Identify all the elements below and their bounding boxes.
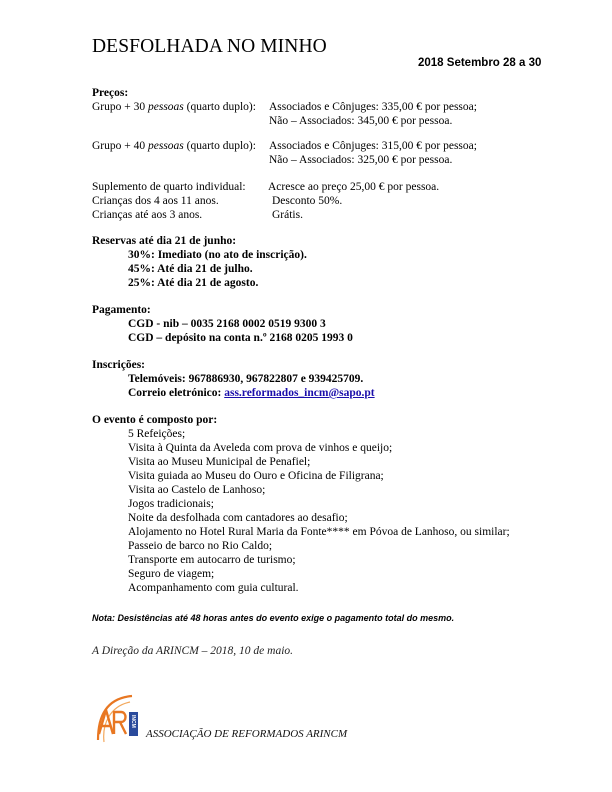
prices-heading: Preços: <box>92 87 129 99</box>
event-item: 5 Refeições; <box>128 428 186 440</box>
children-4-11-value: Desconto 50%. <box>272 195 343 207</box>
event-item: Transporte em autocarro de turismo; <box>128 554 296 566</box>
event-item: Visita à Quinta da Aveleda com prova de vinhos e queijo; <box>128 442 393 454</box>
group40-price-associates: Associados e Cônjuges: 315,00 € por pessoa; <box>269 140 477 152</box>
contact-email-line: Correio eletrónico: ass.reformados_incm@sapo.pt <box>128 387 375 399</box>
reservation-item: 45%: Até dia 21 de julho. <box>128 263 253 275</box>
signature-line: A Direção da ARINCM – 2018, 10 de maio. <box>92 645 294 657</box>
event-item: Passeio de barco no Rio Caldo; <box>128 540 273 552</box>
group40-price-nonassociates: Não – Associados: 325,00 € por pessoa. <box>269 154 453 166</box>
payment-nib: CGD - nib – 0035 2168 0002 0519 9300 3 <box>128 318 326 330</box>
event-heading: O evento é composto por: <box>92 414 218 426</box>
email-link[interactable]: ass.reformados_incm@sapo.pt <box>224 387 375 399</box>
reservation-item: 25%: Até dia 21 de agosto. <box>128 277 259 289</box>
event-item: Visita guiada ao Museu do Ouro e Oficina de Filigrana; <box>128 470 384 482</box>
logo-small-text: INCM <box>130 715 136 728</box>
event-items-list <box>128 427 510 595</box>
event-item: Jogos tradicionais; <box>128 498 214 510</box>
children-4-11-label: Crianças dos 4 aos 11 anos. <box>92 195 219 207</box>
event-item: Acompanhamento com guia cultural. <box>128 582 299 594</box>
group30-price-associates: Associados e Cônjuges: 335,00 € por pessoa; <box>269 101 477 113</box>
organization-name: ASSOCIAÇÃO DE REFORMADOS ARINCM <box>146 728 348 740</box>
event-item: Seguro de viagem; <box>128 568 215 580</box>
group30-label: Grupo + 30 pessoas (quarto duplo): <box>92 101 256 113</box>
children-under-3-label: Crianças até aos 3 anos. <box>92 209 203 221</box>
reservation-item: 30%: Imediato (no ato de inscrição). <box>128 249 307 261</box>
reservations-heading: Reservas até dia 21 de junho: <box>92 235 237 247</box>
supplement-label: Suplemento de quarto individual: <box>92 181 246 193</box>
supplement-value: Acresce ao preço 25,00 € por pessoa. <box>268 181 440 193</box>
document-title: DESFOLHADA NO MINHO <box>92 36 327 57</box>
children-under-3-value: Grátis. <box>272 209 303 221</box>
event-item: Visita ao Museu Municipal de Penafiel; <box>128 456 311 468</box>
cancellation-note: Nota: Desistências até 48 horas antes do evento exige o pagamento total do mesmo. <box>92 613 455 623</box>
event-dates: 2018 Setembro 28 a 30 <box>418 57 542 69</box>
group30-price-nonassociates: Não – Associados: 345,00 € por pessoa. <box>269 115 453 127</box>
event-item: Alojamento no Hotel Rural Maria da Fonte**** em Póvoa de Lanhoso, ou similar; <box>128 526 510 538</box>
contact-phones: Telemóveis: 967886930, 967822807 e 939425709. <box>128 373 364 385</box>
registrations-heading: Inscrições: <box>92 359 146 371</box>
payment-heading: Pagamento: <box>92 304 151 316</box>
arincm-logo <box>92 690 140 746</box>
event-item: Noite da desfolhada com cantadores ao desafio; <box>128 512 348 524</box>
payment-account: CGD – depósito na conta n.º 2168 0205 1993 0 <box>128 332 353 344</box>
group40-label: Grupo + 40 pessoas (quarto duplo): <box>92 140 256 152</box>
event-item: Visita ao Castelo de Lanhoso; <box>128 484 266 496</box>
